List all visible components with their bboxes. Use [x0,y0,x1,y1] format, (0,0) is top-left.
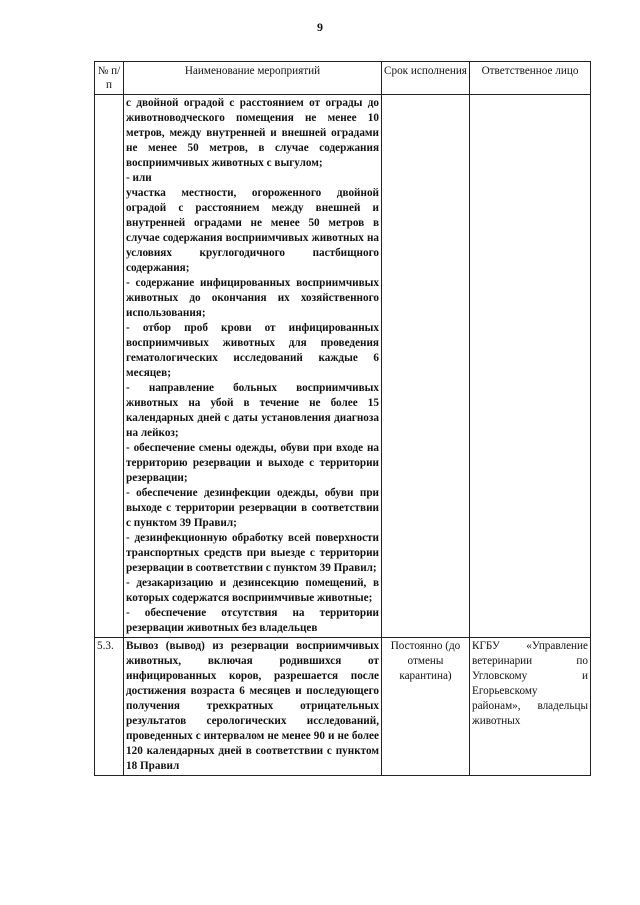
cell-term-empty [382,95,470,638]
measure-line: участка местности, огороженного двойной оградой с расстоянием между внешней и внутренней оградами не менее 50 метров в случае содержания восприимчивых животных на условиях круглогодичного пастбищного содержания; [126,187,379,274]
measure-line: - обеспечение отсутствия на территории резервации животных без владельцев [126,607,379,634]
row-number: 5.3. [95,638,124,776]
row-measure [124,638,382,776]
measure-line: - содержание инфицированных восприимчивых животных до окончания их хозяйственного использования; [126,277,379,319]
measure-line: - или [126,172,152,184]
responsible-text: КГБУ «Управление ветеринарии по Угловскому и Егорьевскому районам», владельцы животных [472,640,588,727]
measure-line: с двойной оградой с расстоянием от ограды до животноводческого помещения не менее 10 метров, между внутренней и внешней оградами не менее 50 метров, в случае содержания восприимчивых животных с выгулом; [126,97,379,169]
table-row-continuation [95,95,591,638]
cell-num-empty [95,95,124,638]
header-term: Срок исполнения [382,62,470,95]
measure-line: - направление больных восприимчивых животных на убой в течение не более 15 календарных дней с даты установления диагноза на лейкоз; [126,382,379,439]
measure-line: - дезакаризацию и дезинсекцию помещений, в которых содержатся восприимчивые животные; [126,577,379,604]
header-name: Наименование мероприятий [124,62,382,95]
table-row-5-3 [95,638,591,776]
measure-line: - обеспечение смены одежды, обуви при входе на территорию резервации и выходе с территории резервации; [126,442,379,484]
header-num: № п/п [95,62,124,95]
table-header-row [95,62,591,95]
measures-table [94,61,591,776]
row-term: Постоянно (до отмены карантина) [382,638,470,776]
measure-line: - обеспечение дезинфекции одежды, обуви при выходе с территории резервации в соответствии с пунктом 39 Правил; [126,487,379,529]
measure-line: - отбор проб крови от инфицированных восприимчивых животных для проведения гематологических исследований каждые 6 месяцев; [126,322,379,379]
cell-responsible-empty [470,95,591,638]
measure-line: - дезинфекционную обработку всей поверхности транспортных средств при выезде с территории резервации в соответствии с пунктом 39 Правил; [126,532,379,574]
page-number: 9 [317,20,323,34]
row-responsible [470,638,591,776]
measure-text: Вывоз (вывод) из резервации восприимчивых животных, включая родившихся от инфицированных коров, разрешается после достижения возраста 6 месяцев и последующего получения трехкратных отрицательных результатов серологических исследований, проведенных с интервалом не менее 90 и не более 120 календарных дней в соответствии с пунктом 18 Правил [126,640,379,772]
continuation-measures [124,95,382,638]
header-responsible: Ответственное лицо [470,62,591,95]
